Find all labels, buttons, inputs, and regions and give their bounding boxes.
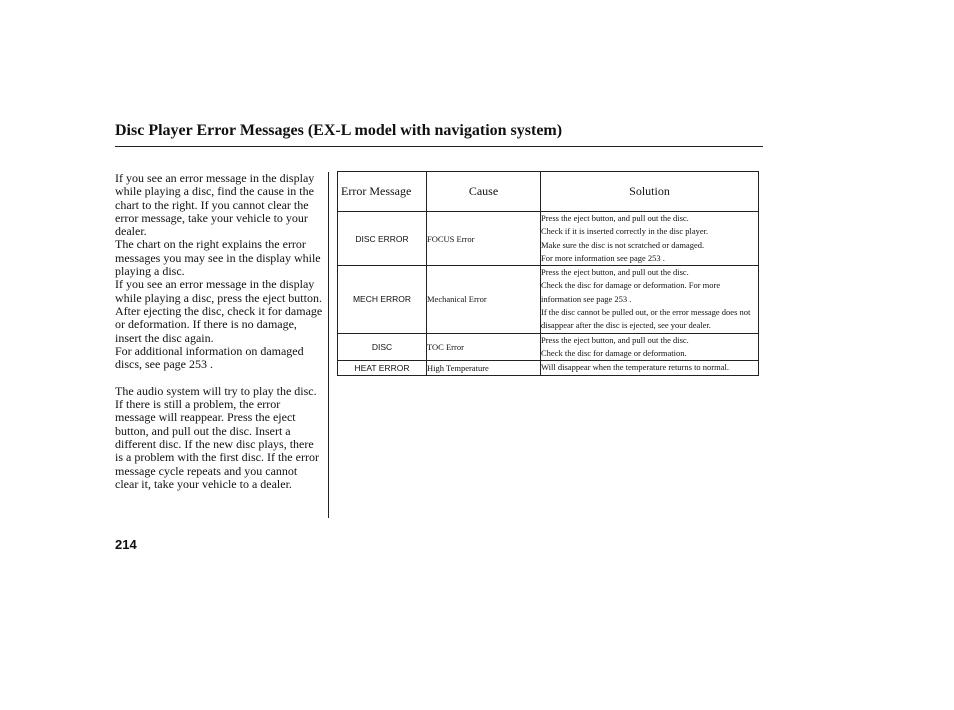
page-title: Disc Player Error Messages (EX-L model with navigation system) — [115, 122, 563, 139]
solution-line: Press the eject button, and pull out the disc. — [541, 334, 689, 345]
intro-paragraph: The audio system will try to play the disc. If there is still a problem, the error message will reappear. Press the eject button, and pull out the disc. Insert a different disc. If the new disc plays, there is a problem with the first disc. If the error message cycle repeats and you cannot clear it, take your vehicle to a dealer. — [115, 383, 319, 491]
solution-line: For more information see page 253 . — [541, 252, 665, 263]
cause-cell: High Temperature — [427, 361, 541, 375]
solution-line: Check the disc for damage or deformation. For more information see page 253 . — [541, 280, 721, 304]
error-message-cell: DISC ERROR — [338, 212, 427, 266]
solution-line: Will disappear when the temperature returns to normal. — [541, 362, 730, 373]
header-cause: Cause — [427, 172, 541, 212]
column-divider — [328, 172, 329, 518]
page-number: 214 — [115, 537, 137, 552]
solution-cell — [541, 333, 759, 361]
solution-line: Make sure the disc is not scratched or damaged. — [541, 239, 705, 250]
solution-line: Press the eject button, and pull out the disc. — [541, 267, 689, 278]
solution-cell — [541, 212, 759, 266]
solution-line: If the disc cannot be pulled out, or the error message does not disappear after the disc is ejected, see your dealer. — [541, 307, 751, 331]
title-rule — [115, 146, 763, 147]
solution-line: Check if it is inserted correctly in the disc player. — [541, 226, 709, 237]
error-message-cell: HEAT ERROR — [338, 361, 427, 375]
table-header-row — [338, 172, 759, 212]
cause-cell: FOCUS Error — [427, 212, 541, 266]
intro-text — [115, 172, 323, 491]
table-body — [338, 212, 759, 376]
header-error-message: Error Message — [338, 172, 427, 212]
solution-cell — [541, 266, 759, 333]
intro-paragraph: The chart on the right explains the error messages you may see in the display while playing a disc. — [115, 237, 321, 279]
table-row — [338, 361, 759, 375]
intro-paragraph: If you see an error message in the display while playing a disc, press the eject button. After ejecting the disc, check it for damage or deformation. If there is no damage, insert the disc again. — [115, 277, 323, 345]
cause-cell: TOC Error — [427, 333, 541, 361]
cause-cell: Mechanical Error — [427, 266, 541, 333]
solution-cell — [541, 361, 759, 375]
solution-line: Check the disc for damage or deformation. — [541, 347, 687, 358]
table-row — [338, 266, 759, 333]
error-message-cell: DISC — [338, 333, 427, 361]
solution-line: Press the eject button, and pull out the disc. — [541, 213, 689, 223]
intro-paragraph: If you see an error message in the display while playing a disc, find the cause in the chart to the right. If you cannot clear the error message, take your vehicle to your dealer. — [115, 171, 315, 239]
error-message-cell: MECH ERROR — [338, 266, 427, 333]
error-message-table — [337, 171, 759, 376]
header-solution: Solution — [541, 172, 759, 212]
table-row — [338, 333, 759, 361]
table-row — [338, 212, 759, 266]
intro-paragraph: For additional information on damaged discs, see page 253 . — [115, 343, 304, 372]
